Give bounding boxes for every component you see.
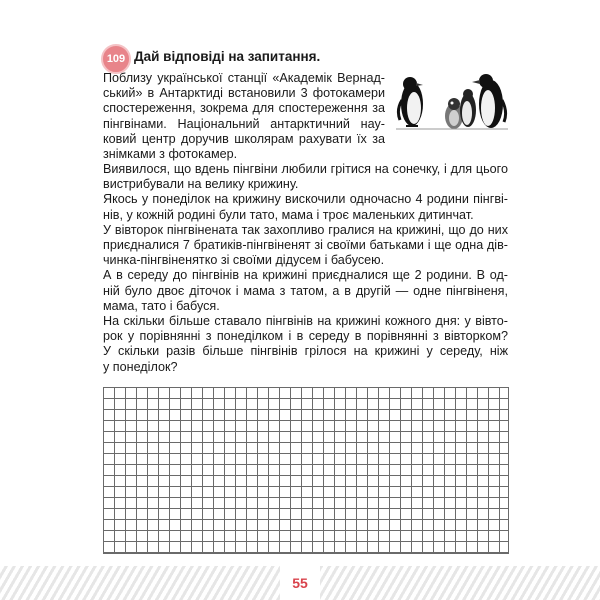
page-number: 55 [280,566,320,600]
text-line: У вівторок пінгвінената так захопливо гралися на крижині, що до них [103,222,508,237]
penguin-left-icon [398,77,423,126]
text-line: вистрибували на велику крижину. [103,177,299,192]
text-line: нів, у кожній родині були тато, мама і троє маленьких дитинчат. [103,207,474,222]
text-line: Виявилося, що вдень пінгвіни любили грітися на сонечку, і для цього [103,162,508,176]
text-line: У скільки разів більше пінгвінів грілося на крижині у середу, ніж [103,344,508,359]
text-line: знімками з фотокамер. [103,147,238,162]
text-line: чинка-пінгвіненятко зі своїми дідусем і бабусею. [103,253,385,268]
task-number-badge: 109 [101,44,131,74]
text-line: На скільки більше ставало пінгвінів на крижині кожного дня: у вівто- [103,314,508,329]
penguin-middle-icon [460,89,476,127]
text-line: приєдналися 7 братиків-пінгвіненят зі своїми батьками і ще одна дів- [103,238,508,253]
text-line: ський» в Антарктиді встановили 3 фотокамери [103,86,385,101]
penguin-right-icon [472,74,506,128]
text-line: Якось у понеділок на крижину вискочили одночасно 4 родини пінгві- [103,192,508,207]
text-line: ній було двоє діточок і мама з татом, а в другій — одне пінгвіненя, [103,283,508,298]
text-line: А в середу до пінгвінів на крижині приєдналися ще 2 родини. В од- [103,268,508,283]
text-line: спостереження, зокрема для спостереження за [103,101,385,116]
answer-grid[interactable] [103,387,509,554]
text-line: Поблизу української станції «Академік Вернад- [103,71,385,85]
task-title: Дай відповіді на запитання. [134,49,321,64]
story-paragraph [103,162,508,375]
text-line: мама, тато і бабуся. [103,298,220,313]
text-line: рок у порівнянні з понеділком і в середу в порівнянні з вівторком? [103,329,508,344]
text-line: у понеділок? [103,359,178,374]
penguins-illustration [396,70,508,132]
intro-paragraph [103,71,385,162]
text-line: пінгвінами. Національний антарктичний нау- [103,116,385,131]
text-line: ковий центр доручив школярам рахувати їх за [103,131,385,146]
